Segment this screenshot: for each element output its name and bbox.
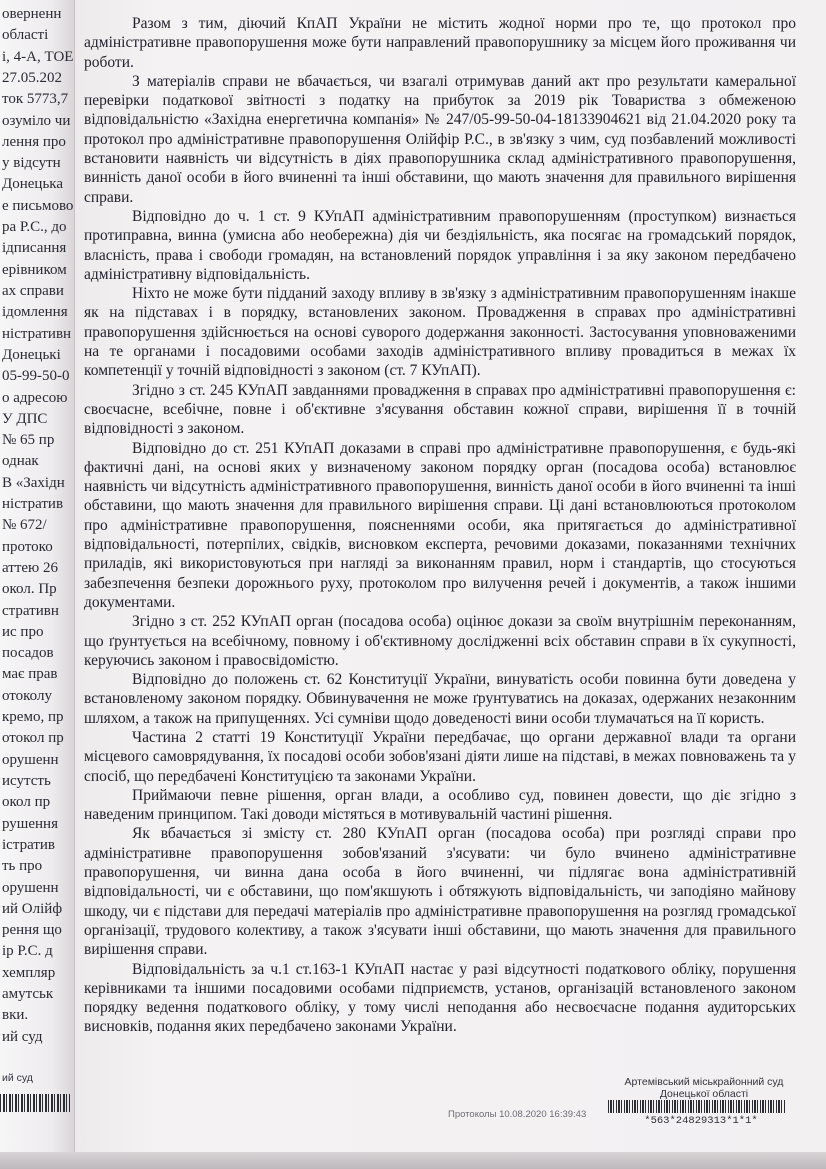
previous-page-fragment: окол пр [2, 794, 51, 811]
previous-page-fragment: В «Західн [2, 474, 65, 491]
previous-page-fragment: исутсть [2, 773, 51, 790]
stamp-number: *563*24829313*1*1* [644, 1115, 758, 1127]
previous-page-fragment: хемпляр [2, 964, 56, 981]
previous-page-fragment: кремо, пр [2, 709, 64, 726]
previous-page-fragment: № 672/ [2, 517, 47, 534]
previous-page-edge [0, 0, 75, 1169]
previous-page-fragment: ерівником [2, 261, 67, 278]
previous-page-fragment: області [2, 27, 49, 44]
previous-page-fragment: озуміло чи [2, 112, 71, 129]
previous-page-fragment: отоколу [2, 687, 52, 704]
previous-page-fragment: ток 5773,7 [2, 91, 69, 108]
previous-page-fragment: оверненн [2, 6, 62, 22]
previous-page-fragment: і, 4-А, ТОЕ [2, 48, 74, 65]
previous-page-fragment: ір Р.С. д [2, 943, 53, 960]
previous-page-fragment: рушення [2, 815, 58, 832]
previous-page-fragment: ра Р.С., до [2, 219, 67, 236]
paragraph: Приймаючи певне рішення, орган влади, а особливо суд, повинен довести, що діє згідно з наведеним принципом. Такі доводи містяться в мотивувальній частині рішення. [84, 786, 796, 824]
paragraph: З матеріалів справи не вбачається, чи взагалі отримував даний акт про результати камеральної перевірки податкової звітності з податку на прибуток за 2019 рік Товариства з обмеженою відповідальністю «Західна енергетична компанія» № 247/05-99-50-04-18133904621 від 21.04.2020 року та протокол про адміністративне правопорушення Олійфір Р.С., в зв'язку з чим, суд позбавлений можливості встановити наявність чи відсутність в діях правопорушника склад адміністративного правопорушення, винність даної особи в його вчиненні та інші обставини, що мають значення для правильного вирішення справи. [84, 72, 796, 206]
previous-page-fragment: отокол пр [2, 730, 64, 747]
paragraph: Частина 2 статті 19 Конституції України передбачає, що органи державної влади та органи місцевого самоврядування, їх посадові особи зобов'язані діяти лише на підставі, в межах повноважень та у спосіб, що передбачені Конституцією та законами України. [84, 728, 796, 785]
previous-page-fragment: у відсутн [2, 155, 61, 172]
paragraph: Відповідно до положень ст. 62 Конституції України, винуватість особи повинна бути доведена у встановленому законом порядку. Обвинувачення не може ґрунтуватись на доказах, одержаних незаконним шляхом, а також на припущеннях. Усі сумніви щодо доведеності вини особи тлумачаться на її користь. [84, 671, 796, 727]
previous-page-fragment: має прав [2, 666, 58, 683]
previous-page-fragment: істратив [2, 836, 55, 853]
previous-page-fragment: ть про [2, 858, 43, 875]
previous-page-fragment: ідомлення [2, 304, 68, 321]
previous-page-fragment: ий суд [2, 1028, 43, 1045]
paragraph: Ніхто не може бути підданий заходу впливу в зв'язку з адміністративним правопорушенням інакше як на підставах і в порядку, встановлених законом. Провадження в справах про адміністративні правопорушення здійснюється на основі суворого додержання законності. Застосування уповноваженими на те органами і посадовими особами заходів адміністративного впливу провадиться в межах їх компетенції у точній відповідності з законом (ст. 7 КУпАП). [84, 285, 796, 380]
previous-page-fragment: посадов [2, 645, 54, 662]
previous-page-fragment: лення про [2, 133, 66, 150]
previous-page-fragment: окол. Пр [2, 581, 57, 598]
paragraph: Згідно з ст. 245 КУпАП завданнями провадження в справах про адміністративні правопорушення є: своєчасне, всебічне, повне і об'єктивне з'ясування обставин кожної справи, вирішення її в точній відповідності з законом. [84, 381, 796, 438]
print-timestamp: Протоколы 10.08.2020 16:39:43 [448, 1109, 587, 1120]
left-barcode [0, 1094, 70, 1112]
stamp-region: Донецької області [659, 1088, 749, 1100]
previous-page-fragment: Донецька [2, 176, 64, 193]
previous-page-fragment: ністратив [2, 496, 64, 513]
previous-page-fragment: е письмово [2, 197, 74, 214]
previous-page-fragment: 27.05.202 [2, 69, 62, 86]
stamp-barcode [608, 1100, 786, 1113]
document-body [84, 14, 796, 1037]
previous-page-fragment: стративн [2, 602, 59, 619]
previous-page-fragment: рення що [2, 922, 62, 939]
previous-page-fragment: У ДПС [2, 410, 48, 427]
previous-page-fragment: ис про [2, 623, 44, 640]
previous-page-fragment: амутськ [2, 986, 54, 1003]
scan-edge [0, 1152, 826, 1169]
previous-page-fragment: ідписання [2, 240, 67, 257]
paragraph: Разом з тим, діючий КпАП України не містить жодної норми про те, що протокол про адміністративне правопорушення може бути направлений правопорушнику за місцем його проживання чи роботи. [84, 15, 796, 71]
paragraph: Відповідно до ч. 1 ст. 9 КУпАП адміністративним правопорушенням (проступком) визнається протиправна, винна (умисна або необережна) дія чи бездіяльність, яка посягає на громадський порядок, власність, права і свободи громадян, на встановлений порядок управління і за яку законом передбачено адміністративну відповідальність. [84, 207, 796, 283]
previous-page-fragment: вки. [2, 1007, 29, 1024]
paragraph: Відповідальність за ч.1 ст.163-1 КУпАП настає у разі відсутності податкового обліку, порушення керівниками та іншими посадовими особами підприємств, установ, організацій встановленого законом порядку ведення податкового обліку, у тому числі неподання або несвоєчасне подання аудиторських висновків, подання яких передбачено законами України. [84, 960, 796, 1036]
previous-page-fragment: ий Олійф [2, 900, 63, 917]
left-court-fragment: ий суд [2, 1072, 33, 1084]
previous-page-fragment: орушенн [2, 879, 59, 896]
previous-page-fragment: Донецькі [2, 346, 61, 363]
stamp-court-name: Артемівський міськрайонний суд [624, 1076, 784, 1088]
previous-page-fragment: 05-99-50-0 [2, 368, 70, 385]
paragraph: Згідно з ст. 252 КУпАП орган (посадова особа) оцінює докази за своїм внутрішнім переконанням, що ґрунтується на всебічному, повному і об'єктивному дослідженні всіх обставин справи в їх сукупності, керуючись законом і правосвідомістю. [84, 613, 796, 669]
paragraph: Як вбачається зі змісту ст. 280 КУпАП орган (посадова особа) при розгляді справи про адміністративне правопорушення зобов'язаний з'ясувати: чи було вчинено адміністративне правопорушення, чи винна дана особа в його вчиненні, чи підлягає вона адміністративній відповідальності, чи є обставини, що пом'якшують і обтяжують відповідальність, чи заподіяно майнову шкоду, чи є підстави для передачі матеріалів про адміністративне правопорушення на розгляд громадської організації, трудового колективу, а також з'ясувати інші обставини, що мають значення для правильного вирішення справи. [84, 825, 796, 959]
previous-page-fragment: протоко [2, 538, 53, 555]
previous-page-fragment: № 65 пр [2, 432, 55, 449]
previous-page-fragment: орушенн [2, 751, 59, 768]
paragraph: Відповідно до ст. 251 КУпАП доказами в справі про адміністративне правопорушення, є будь-які фактичні дані, на основі яких у визначеному законом порядку орган (посадова особа) встановлює наявність чи відсутність адміністративного правопорушення, винність даної особи в його вчиненні та інші обставини, що мають значення для правильного вирішення справи. Ці дані встановлюються протоколом про адміністративне правопорушення, поясненнями особи, яка притягається до адміністративної відповідальності, потерпілих, свідків, висновком експерта, речовими доказами, показаннями технічних приладів, які використовуються при нагляді за виконанням правил, норм і стандартів, що стосуються забезпечення безпеки дорожнього руху, протоколом про вилучення речей і документів, а також іншими документами. [84, 439, 796, 611]
court-stamp [594, 1076, 814, 1100]
previous-page-fragment: ністративн [2, 325, 72, 342]
previous-page-fragment: о адресою [2, 389, 68, 406]
previous-page-fragment: ах справи [2, 282, 64, 299]
previous-page-fragment: однак [2, 453, 39, 470]
previous-page-fragment: аттею 26 [2, 559, 58, 576]
